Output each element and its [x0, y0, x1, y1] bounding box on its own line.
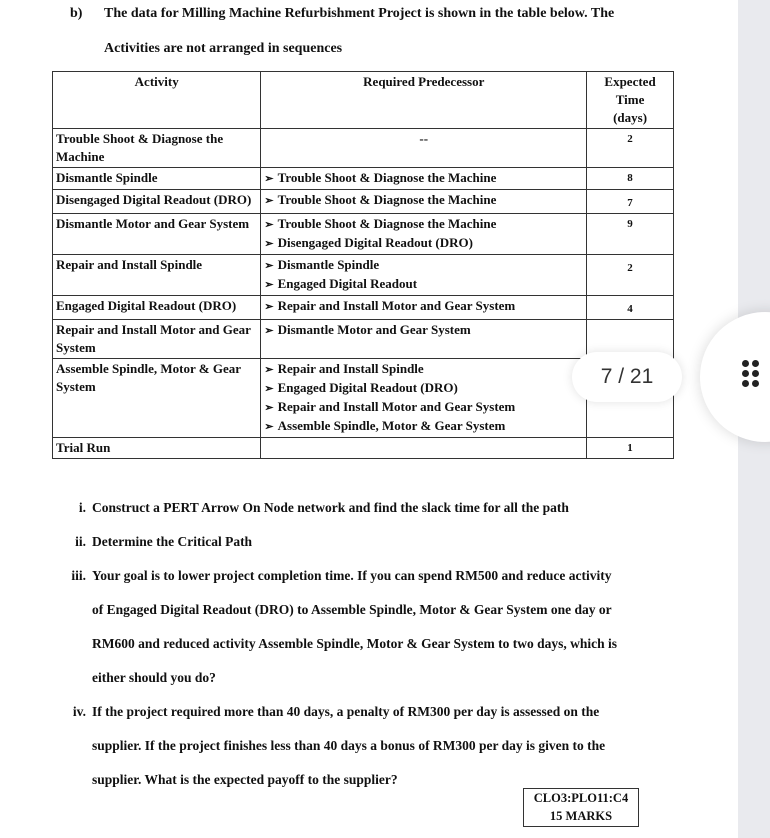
subquestion-number: iv. — [72, 704, 86, 719]
arrow-bullet-icon: ➢ — [264, 195, 274, 207]
predecessor-item: Dismantle Spindle — [277, 257, 380, 272]
table-row — [53, 296, 674, 320]
subquestion-iii-line2: of Engaged Digital Readout (DRO) to Assemble Spindle, Motor & Gear System one day or — [92, 602, 612, 617]
arrow-bullet-icon: ➢ — [264, 364, 274, 376]
predecessor-item: Trouble Shoot & Diagnose the Machine — [277, 192, 497, 207]
subquestion-ii — [64, 534, 252, 550]
predecessor-none: -- — [261, 129, 587, 168]
table-row — [53, 320, 674, 359]
time-cell: 8 — [587, 168, 674, 190]
question-label: b) — [70, 6, 83, 21]
question-intro-line1: The data for Milling Machine Refurbishment Project is shown in the table below. The — [104, 6, 615, 21]
header-activity: Activity — [53, 72, 261, 129]
subquestion-text: Your goal is to lower project completion time. If you can spend RM500 and reduce activity — [92, 568, 612, 583]
time-cell: 2 — [587, 255, 674, 296]
activity-table — [52, 71, 674, 459]
subquestion-iii-line3: RM600 and reduced activity Assemble Spindle, Motor & Gear System to two days, which is — [92, 636, 617, 651]
header-time-line3: (days) — [613, 110, 648, 125]
activity-cell: Assemble Spindle, Motor & Gear System — [53, 359, 261, 438]
predecessor-item: Trouble Shoot & Diagnose the Machine — [277, 170, 497, 185]
predecessor-cell — [261, 438, 587, 459]
subquestion-number: ii. — [75, 534, 86, 549]
more-dots-icon — [742, 360, 766, 390]
subquestion-number: iii. — [71, 568, 86, 583]
subquestion-text: If the project required more than 40 days, a penalty of RM300 per day is assessed on the — [92, 704, 600, 719]
predecessor-cell — [261, 190, 587, 214]
activity-cell: Engaged Digital Readout (DRO) — [53, 296, 261, 320]
arrow-bullet-icon: ➢ — [264, 173, 274, 185]
subquestion-iii-line4: either should you do? — [92, 670, 216, 685]
predecessor-cell — [261, 296, 587, 320]
predecessor-item: Dismantle Motor and Gear System — [277, 322, 471, 337]
arrow-bullet-icon: ➢ — [264, 383, 274, 395]
activity-cell: Repair and Install Spindle — [53, 255, 261, 296]
time-cell: 9 — [587, 214, 674, 255]
header-predecessor: Required Predecessor — [261, 72, 587, 129]
activity-cell: Repair and Install Motor and Gear System — [53, 320, 261, 359]
subquestion-i — [64, 500, 569, 516]
arrow-bullet-icon: ➢ — [264, 301, 274, 313]
arrow-bullet-icon: ➢ — [264, 279, 274, 291]
time-cell: 4 — [587, 296, 674, 320]
predecessor-item: Repair and Install Motor and Gear System — [277, 399, 516, 414]
subquestion-number: i. — [78, 500, 86, 515]
predecessor-item: Assemble Spindle, Motor & Gear System — [277, 418, 506, 433]
table-row — [53, 255, 674, 296]
page-indicator: 7 / 21 — [572, 352, 682, 402]
clo-label: CLO3:PLO11:C4 — [533, 791, 629, 805]
predecessor-item: Repair and Install Motor and Gear System — [277, 298, 516, 313]
subquestion-text: Determine the Critical Path — [92, 534, 253, 549]
table-row — [53, 190, 674, 214]
arrow-bullet-icon: ➢ — [264, 238, 274, 250]
predecessor-cell — [261, 168, 587, 190]
predecessor-item: Engaged Digital Readout (DRO) — [277, 380, 458, 395]
predecessor-item: Trouble Shoot & Diagnose the Machine — [277, 216, 497, 231]
question-intro-line2: Activities are not arranged in sequences — [104, 41, 343, 56]
table-row — [53, 129, 674, 168]
predecessor-item: Disengaged Digital Readout (DRO) — [277, 235, 473, 250]
table-row — [53, 438, 674, 459]
arrow-bullet-icon: ➢ — [264, 402, 274, 414]
subquestion-iv-line3: supplier. What is the expected payoff to the supplier? — [92, 772, 398, 787]
time-cell: 1 — [587, 438, 674, 459]
header-expected-time — [587, 72, 674, 129]
subquestion-iv — [64, 704, 599, 720]
marks-total: 15 MARKS — [549, 809, 613, 823]
predecessor-item: Engaged Digital Readout — [277, 276, 418, 291]
table-row — [53, 168, 674, 190]
activity-cell: Trial Run — [53, 438, 261, 459]
predecessor-cell — [261, 359, 587, 438]
activity-cell: Disengaged Digital Readout (DRO) — [53, 190, 261, 214]
marks-box — [523, 788, 639, 827]
header-time-line2: Time — [615, 92, 645, 107]
subquestion-text: Construct a PERT Arrow On Node network and find the slack time for all the path — [92, 500, 569, 515]
activity-cell: Dismantle Spindle — [53, 168, 261, 190]
predecessor-cell — [261, 214, 587, 255]
subquestion-iv-line2: supplier. If the project finishes less than 40 days a bonus of RM300 per day is given to the — [92, 738, 606, 753]
predecessor-cell — [261, 255, 587, 296]
table-row — [53, 214, 674, 255]
activity-cell: Trouble Shoot & Diagnose the Machine — [53, 129, 261, 168]
activity-cell: Dismantle Motor and Gear System — [53, 214, 261, 255]
table-header-row — [53, 72, 674, 129]
arrow-bullet-icon: ➢ — [264, 219, 274, 231]
predecessor-item: Repair and Install Spindle — [277, 361, 424, 376]
arrow-bullet-icon: ➢ — [264, 325, 274, 337]
arrow-bullet-icon: ➢ — [264, 421, 274, 433]
predecessor-cell — [261, 320, 587, 359]
header-time-line1: Expected — [604, 74, 656, 89]
time-cell: 7 — [587, 190, 674, 214]
time-cell: 2 — [587, 129, 674, 168]
arrow-bullet-icon: ➢ — [264, 260, 274, 272]
subquestion-iii — [64, 568, 611, 584]
